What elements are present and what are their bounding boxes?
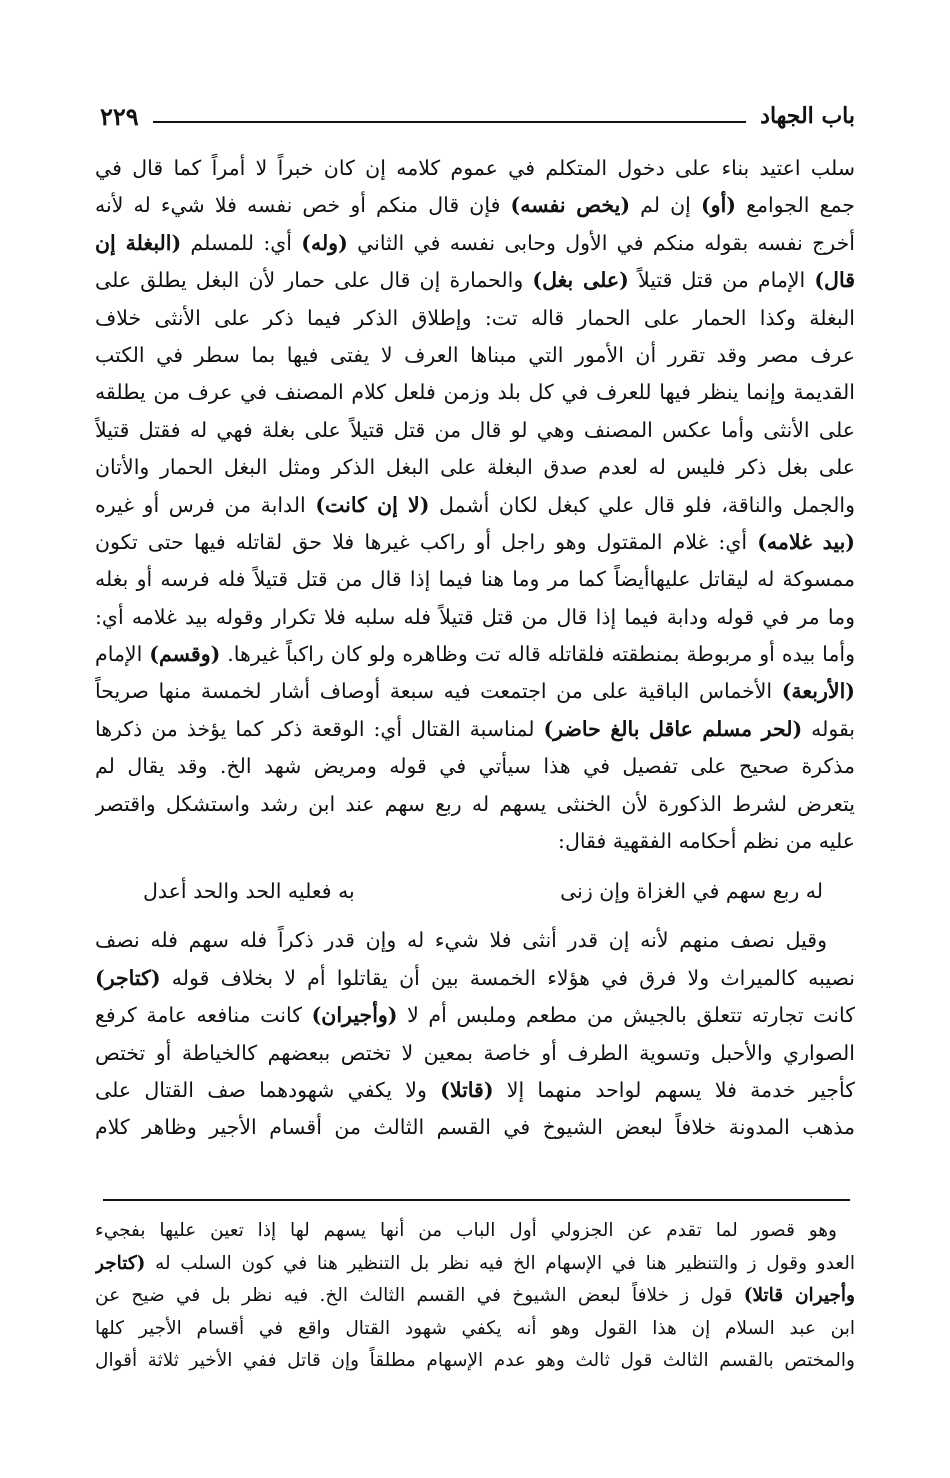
text-line xyxy=(95,711,855,748)
text-line xyxy=(95,374,855,411)
text-line xyxy=(95,1035,855,1072)
verse-first-hemistich: له ربع سهم في الغزاة وإن زنى xyxy=(560,879,823,904)
text-run: مذكرة صحيح على تفصيل في هذا سيأتي في قوله ومريض شهد الخ. وقد يقال لم xyxy=(95,754,855,779)
bold-term: (وقسم) xyxy=(149,642,221,667)
bold-term: (كتاجر xyxy=(95,1252,146,1274)
text-run: البغلة وكذا الحمار على الحمار قاله تت: وإطلاق الذكر فيما ذكر على الأنثى خلاف xyxy=(95,305,855,330)
text-run: عليه من نظم أحكامه الفقهية فقال: xyxy=(558,829,855,854)
footnote-line xyxy=(95,1280,855,1313)
text-run: كانت منافعه عامة كرفع xyxy=(95,1003,312,1028)
text-run: وما مر في قوله ودابة فيما إذا قال من قتل قتيلاً فله سلبه فلا تكرار وقوله بيد غلامه أي: xyxy=(95,604,855,629)
text-run: أي: غلام المقتول وهو راجل أو راكب غيرها فلا حق لقاتله فيها حتى تكون xyxy=(95,529,758,554)
bold-term: وأجيران قاتلا) xyxy=(743,1285,855,1306)
footnote-separator xyxy=(103,1199,850,1201)
bold-term: (على بغل) xyxy=(532,268,629,293)
text-run: كانت تجارته تتعلق بالجيش من مطعم وملبس أم لا xyxy=(397,1003,855,1028)
text-line xyxy=(95,561,855,598)
text-run: فإن قال منكم أو خص نفسه فلا شيء له لأنه xyxy=(95,193,511,218)
text-line xyxy=(95,960,855,997)
text-line xyxy=(95,673,855,710)
text-run: الأخماس الباقية على من اجتمعت فيه سبعة أوصاف أشار لخمسة منها صريحاً xyxy=(95,679,782,704)
text-line xyxy=(95,300,855,337)
page-number: ٢٢٩ xyxy=(100,101,139,131)
main-text xyxy=(95,150,855,1147)
text-run: نصيبه كالميراث ولا فرق في هؤلاء الخمسة بين أن يقاتلوا أم لا بخلاف قوله xyxy=(160,965,855,990)
text-run: قول ز خلافاً لبعض الشيوخ في القسم الثالث الخ. فيه نظر بل في ضيح عن xyxy=(95,1285,744,1306)
text-line xyxy=(95,150,855,187)
text-run: العدو وقول ز والتنظير هنا في الإسهام الخ فيه نظر بل التنظير هنا في كون السلب له xyxy=(145,1252,855,1274)
text-run: أخرج نفسه بقوله منكم في الأول وحابى نفسه في الثاني xyxy=(347,230,855,255)
text-line xyxy=(95,823,855,860)
bold-term: (قاتلا) xyxy=(440,1077,494,1102)
text-run: وهو قصور لما تقدم عن الجزولي أول الباب من أنها يسهم لها إذا تعين عليها بفجيء xyxy=(95,1220,837,1241)
chapter-title: باب الجهاد xyxy=(760,103,855,129)
bold-term: (وله) xyxy=(301,230,348,255)
text-line xyxy=(95,187,855,224)
text-run: والحمارة إن قال على حمار لأن البغل يطلق على xyxy=(95,268,533,293)
text-line xyxy=(95,524,855,561)
footnotes xyxy=(95,1215,855,1378)
bold-term: (الأربعة) xyxy=(781,679,855,704)
text-run: بقوله xyxy=(802,716,855,741)
text-run: يتعرض لشرط الذكورة لأن الخنثى يسهم له ربع سهم عند ابن رشد واستشكل واقتصر xyxy=(95,791,855,816)
text-run: ولا يكفي شهودهما صف القتال على xyxy=(95,1077,441,1102)
text-line xyxy=(95,636,855,673)
text-line xyxy=(95,997,855,1034)
text-run: وقيل نصف منهم لأنه إن قدر أنثى فلا شيء له وإن قدر ذكراً فله سهم فله نصف xyxy=(95,928,827,953)
text-run: على بغل ذكر فليس له لعدم صدق البغلة على البغل الذكر ومثل البغل الحمار والأتان xyxy=(95,455,855,480)
page-header xyxy=(100,96,855,136)
text-line xyxy=(95,487,855,524)
bold-term: (لحر مسلم عاقل بالغ حاضر) xyxy=(543,716,803,741)
text-run: سلب اعتيد بناء على دخول المتكلم في عموم كلامه إن كان خبراً لا أمراً كما قال في xyxy=(95,156,855,180)
text-run: أي: للمسلم xyxy=(181,230,302,255)
bold-term: (أو) xyxy=(700,193,736,218)
text-run: وأما بيده أو مربوطة بمنطقته فلقاتله قاله تت وظاهره ولو كان راكباً غيرها. xyxy=(220,642,855,667)
text-run: ابن عبد السلام إن هذا القول وهو أنه يكفي شهود القتال واقع في أقسام الأجير كلها xyxy=(95,1317,855,1339)
bold-term: (كتاجر) xyxy=(95,965,161,990)
text-line xyxy=(95,262,855,299)
text-line xyxy=(95,1109,855,1146)
text-run: لمناسبة القتال أي: الوقعة ذكر كما يؤخذ من ذكرها xyxy=(95,716,544,741)
text-run: الإمام xyxy=(95,642,150,667)
text-line xyxy=(95,599,855,636)
text-run: القديمة وإنما ينظر فيها للعرف في كل بلد وزمن فلعل كلام المصنف في عرف من يطلقه xyxy=(95,380,855,405)
text-run: على الأنثى وأما عكس المصنف وهي لو قال من قتل قتيلاً على بغلة فهي له فقتل قتيلاً xyxy=(95,417,855,442)
text-line xyxy=(95,1072,855,1109)
text-line xyxy=(95,922,855,959)
bold-term: (وأجيران) xyxy=(311,1003,398,1028)
bold-term: (بيد غلامه) xyxy=(757,529,855,554)
footnote-line xyxy=(95,1345,855,1378)
text-line xyxy=(95,748,855,785)
text-run: عرف مصر وقد تقرر أن الأمور التي مبناها العرف لا يفتى فيها بما سطر في الكتب xyxy=(95,342,855,367)
bold-term: (يخص نفسه) xyxy=(510,193,631,218)
text-run: الإمام من قتل قتيلاً xyxy=(628,268,815,293)
text-run: الصواري والأحبل وتسوية الطرف أو خاصة بمعين لا تختص ببعضهم كالخياطة أو تختص xyxy=(95,1040,855,1065)
text-run: إن لم xyxy=(630,193,701,218)
footnote-line xyxy=(95,1313,855,1346)
verse xyxy=(95,860,855,922)
text-run: كأجير خدمة فلا يسهم لواحد منهما إلا xyxy=(493,1077,855,1102)
text-run: مذهب المدونة خلافاً لبعض الشيوخ في القسم الثالث من أقسام الأجير وظاهر كلام xyxy=(95,1115,855,1140)
text-line xyxy=(95,412,855,449)
text-run: ممسوكة له ليقاتل عليهاأيضاً كما مر وما هنا فيما إذا قال من قتل قتيلاً فله فرسه أو بغله xyxy=(95,567,855,592)
text-line xyxy=(95,786,855,823)
text-run: والمختص بالقسم الثالث قول ثالث وهو عدم الإسهام مطلقاً وإن قاتل ففي الأخير ثلاثة أقوال xyxy=(95,1350,855,1371)
text-run: جمع الجوامع xyxy=(735,193,855,218)
footnote-line xyxy=(95,1215,855,1248)
footnote-line xyxy=(95,1248,855,1281)
text-run: الدابة من فرس أو غيره xyxy=(95,492,316,517)
text-run: والجمل والناقة، فلو قال علي كبغل لكان أشمل xyxy=(429,492,855,517)
bold-term: (البغلة إن xyxy=(95,230,182,255)
verse-second-hemistich: به فعليه الحد والحد أعدل xyxy=(143,879,355,904)
text-line xyxy=(95,337,855,374)
bold-term: (لا إن كانت) xyxy=(315,492,430,517)
text-line xyxy=(95,225,855,262)
bold-term: قال) xyxy=(814,268,855,293)
main-text-block-1 xyxy=(95,150,855,860)
main-text-block-2 xyxy=(95,922,855,1146)
header-rule xyxy=(153,121,746,123)
text-line xyxy=(95,449,855,486)
